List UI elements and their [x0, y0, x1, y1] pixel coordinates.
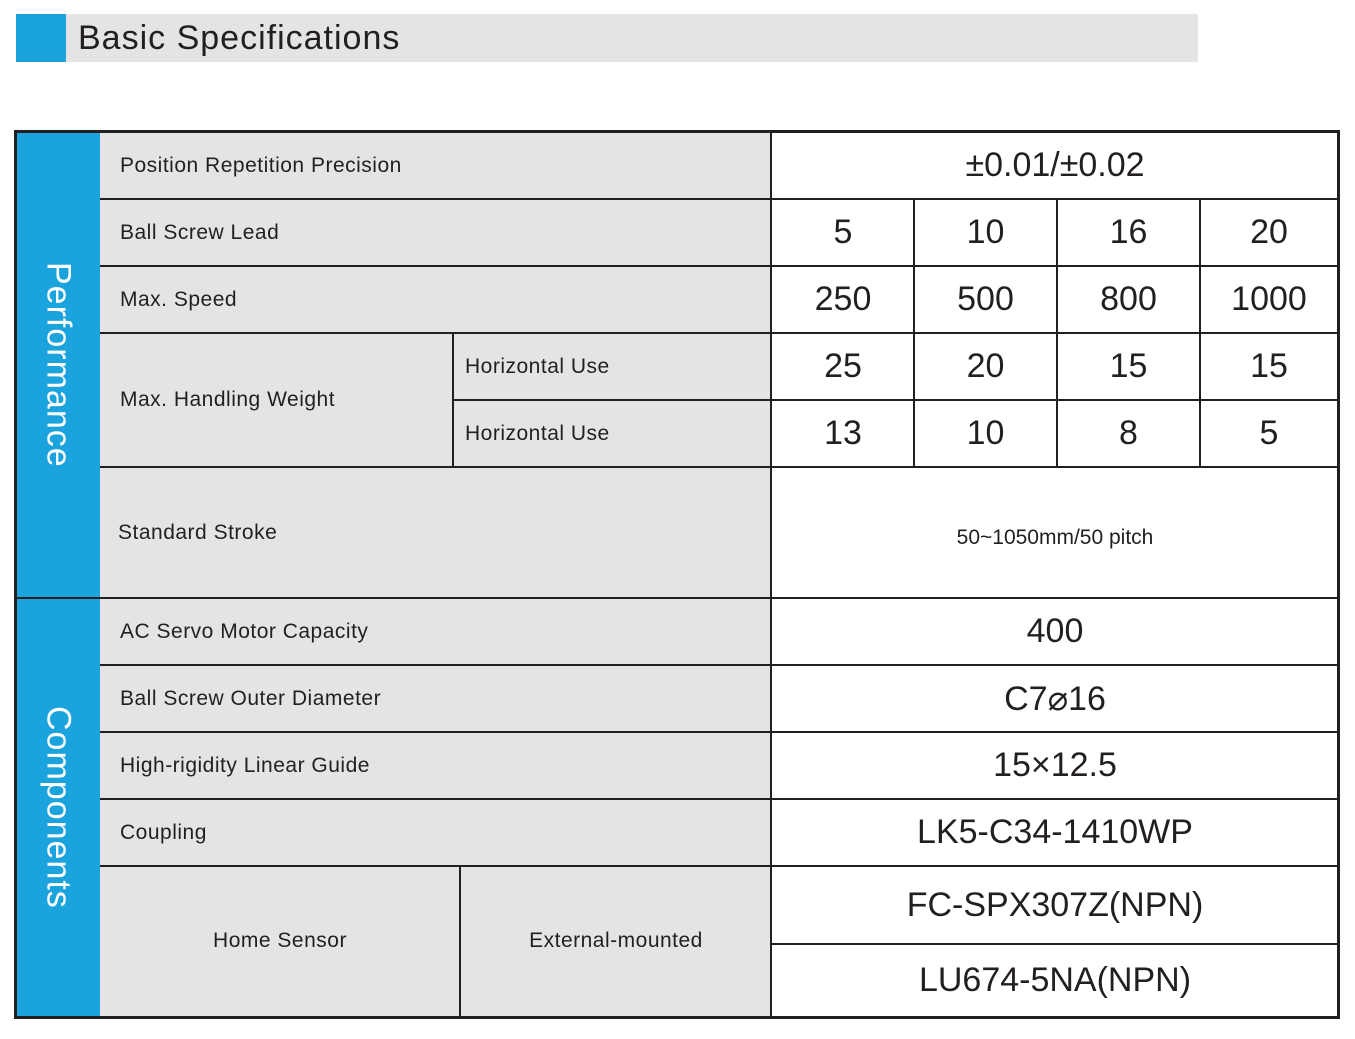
value-position-repetition-precision: ±0.01/±0.02	[772, 132, 1338, 199]
label-position-repetition-precision: Position Repetition Precision	[100, 132, 772, 199]
label-external-mounted: External-mounted	[460, 866, 772, 1016]
value-home-sensor-1: FC-SPX307Z(NPN)	[772, 866, 1338, 944]
page-title: Basic Specifications	[78, 19, 401, 57]
value-ball-screw-lead-1: 5	[772, 199, 914, 266]
value-handling-weight-2-3: 8	[1057, 400, 1200, 467]
value-max-speed-1: 250	[772, 266, 914, 333]
value-ball-screw-lead-4: 20	[1200, 199, 1338, 266]
label-standard-stroke: Standard Stroke	[100, 467, 772, 598]
value-max-speed-3: 800	[1057, 266, 1200, 333]
label-horizontal-use-2: Horizontal Use	[453, 400, 772, 467]
value-max-speed-4: 1000	[1200, 266, 1338, 333]
label-ball-screw-lead: Ball Screw Lead	[100, 199, 772, 266]
label-coupling: Coupling	[100, 799, 772, 866]
label-max-handling-weight: Max. Handling Weight	[100, 333, 453, 467]
label-home-sensor: Home Sensor	[100, 866, 460, 1016]
value-ball-screw-lead-2: 10	[914, 199, 1057, 266]
section-performance-label: Performance	[39, 262, 78, 468]
value-ac-servo-motor-capacity: 400	[772, 598, 1338, 665]
label-max-speed: Max. Speed	[100, 266, 772, 333]
value-standard-stroke: 50~1050mm/50 pitch	[772, 467, 1338, 598]
value-ball-screw-lead-3: 16	[1057, 199, 1200, 266]
value-handling-weight-2-2: 10	[914, 400, 1057, 467]
table-frame	[14, 130, 1340, 1019]
label-ball-screw-outer-diameter: Ball Screw Outer Diameter	[100, 665, 772, 732]
value-ball-screw-outer-diameter: C7⌀16	[772, 665, 1338, 732]
value-handling-weight-2-1: 13	[772, 400, 914, 467]
value-coupling: LK5-C34-1410WP	[772, 799, 1338, 866]
value-handling-weight-2-4: 5	[1200, 400, 1338, 467]
value-handling-weight-1-1: 25	[772, 333, 914, 400]
label-linear-guide: High-rigidity Linear Guide	[100, 732, 772, 799]
section-components-label: Components	[39, 705, 78, 909]
label-horizontal-use-1: Horizontal Use	[453, 333, 772, 400]
label-ac-servo-motor-capacity: AC Servo Motor Capacity	[100, 598, 772, 665]
value-handling-weight-1-3: 15	[1057, 333, 1200, 400]
value-max-speed-2: 500	[914, 266, 1057, 333]
value-handling-weight-1-2: 20	[914, 333, 1057, 400]
value-home-sensor-2: LU674-5NA(NPN)	[772, 944, 1338, 1016]
value-handling-weight-1-4: 15	[1200, 333, 1338, 400]
value-linear-guide: 15×12.5	[772, 732, 1338, 799]
